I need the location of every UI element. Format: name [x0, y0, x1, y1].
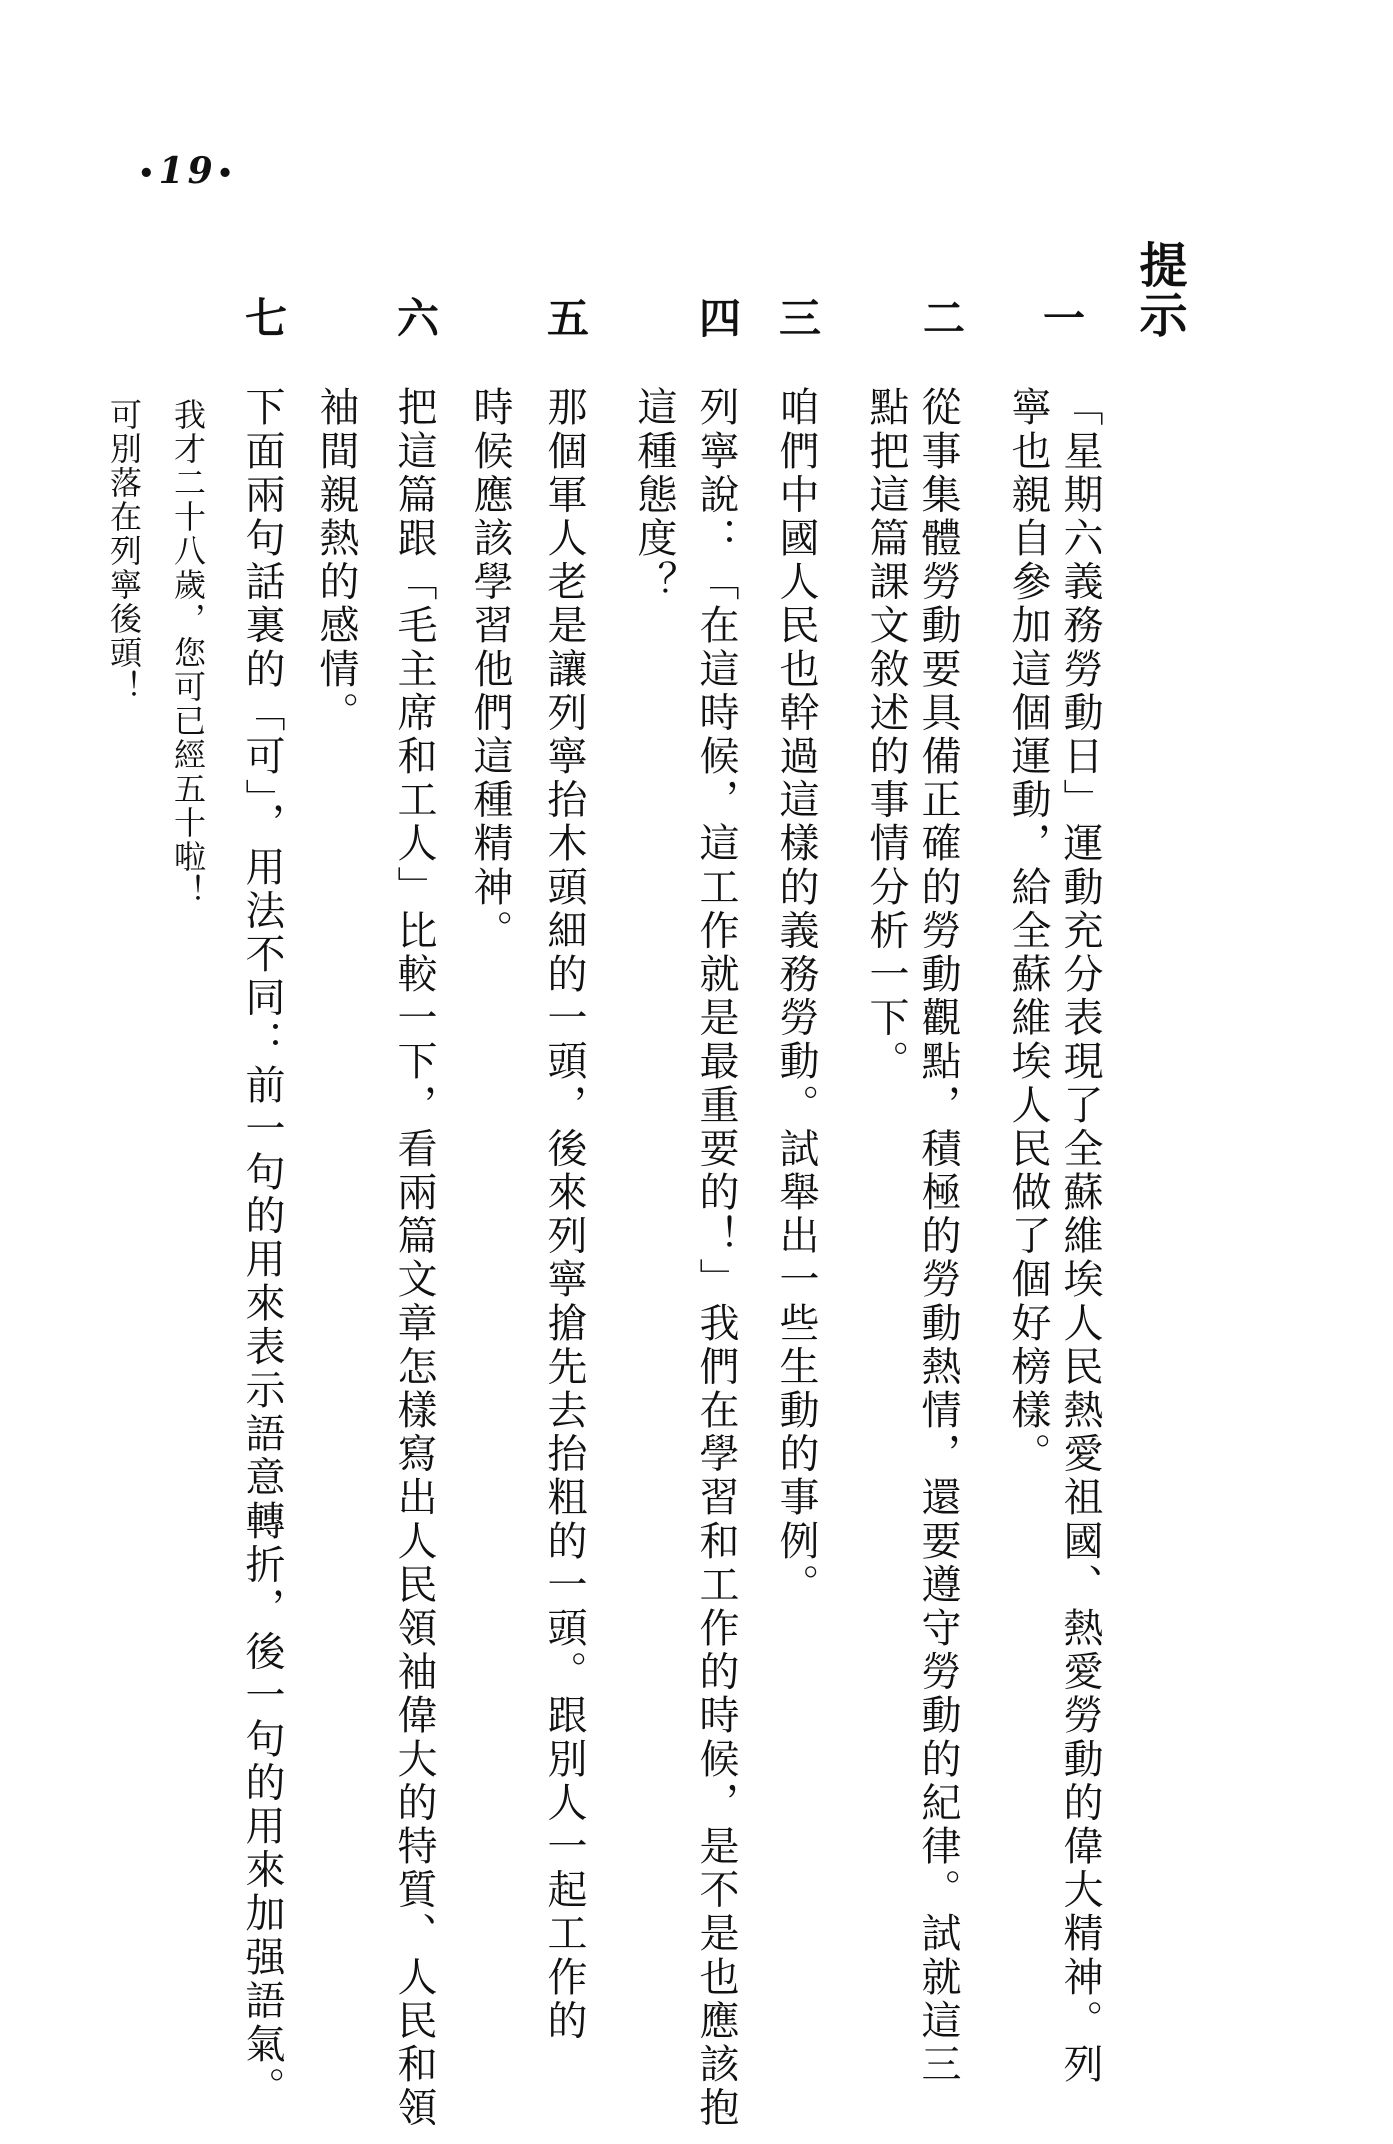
page-number [138, 150, 237, 192]
item-1-line-1: 「星期六義務勞動日」運動充分表現了全蘇維埃人民熱愛祖國、熱愛勞動的偉大精神。列 [1057, 386, 1103, 2087]
item-3-line-1: 咱們中國人民也幹過這樣的義務勞動。試舉出一些生動的事例。 [773, 386, 819, 1607]
item-number-5: 五 [541, 296, 590, 338]
item-number-3: 三 [773, 296, 822, 338]
item-1-line-2: 寧也親自參加這個運動，給全蘇維埃人民做了個好榜樣。 [1005, 386, 1051, 1476]
page-number-value: 19 [158, 150, 217, 192]
item-5-line-2: 時候應該學習他們這種精神。 [467, 386, 513, 953]
item-7-example-2: 可別落在列寧後頭！ [105, 398, 143, 704]
page-number-dot-right: • [216, 159, 238, 189]
item-4-line-2: 這種態度？ [631, 386, 677, 604]
page-number-dot-left: • [138, 159, 159, 189]
item-6-line-1: 把這篇跟「毛主席和工人」比較一下，看兩篇文章怎樣寫出人民領袖偉大的特質、人民和領 [391, 386, 437, 2130]
item-number-7: 七 [239, 296, 288, 338]
item-5-line-1: 那個軍人老是讓列寧抬木頭細的一頭，後來列寧搶先去抬粗的一頭。跟別人一起工作的 [541, 386, 587, 2043]
section-heading: 提示 [1131, 240, 1187, 340]
item-4-line-1: 列寧說：「在這時候，這工作就是最重要的！」我們在學習和工作的時候，是不是也應該抱 [693, 386, 739, 2130]
item-7-line-1: 下面兩句話裏的「可」，用法不同：前一句的用來表示語意轉折，後一句的用來加强語氣。 [239, 386, 285, 2110]
item-6-line-2: 袖間親熱的感情。 [313, 386, 359, 735]
item-7-example-1: 我才二十八歲，您可已經五十啦！ [169, 398, 207, 908]
item-number-4: 四 [693, 296, 742, 338]
item-2-line-2: 點把這篇課文敘述的事情分析一下。 [863, 386, 909, 1084]
item-number-6: 六 [391, 296, 440, 338]
item-number-1: 一 [1037, 296, 1086, 338]
item-number-2: 二 [917, 296, 966, 338]
item-2-line-1: 從事集體勞動要具備正確的勞動觀點，積極的勞動熱情，還要遵守勞動的紀律。試就這三 [915, 386, 961, 2087]
